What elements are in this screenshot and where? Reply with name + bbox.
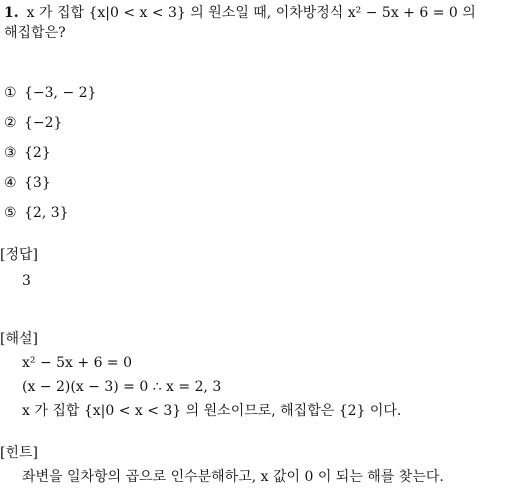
explanation-line-2: (x − 2)(x − 3) = 0 ∴ x = 2, 3 (22, 379, 222, 395)
choice-3-mark: ③ (4, 145, 17, 161)
answer-value: 3 (22, 273, 31, 289)
explanation-line-1: x² − 5x + 6 = 0 (22, 355, 133, 371)
question-line-2: 해집합은? (4, 25, 66, 41)
choice-4-mark: ④ (4, 175, 17, 191)
choice-3[interactable] (4, 144, 51, 162)
choice-1-text: {−3, − 2} (24, 85, 97, 101)
choice-1[interactable] (4, 84, 96, 102)
choice-2-mark: ② (4, 115, 17, 131)
choice-4[interactable] (4, 174, 51, 192)
choice-5-text: {2, 3} (24, 205, 69, 221)
explanation-label: [해설] (0, 331, 38, 347)
choice-3-text: {2} (24, 145, 51, 161)
choice-5[interactable] (4, 204, 69, 222)
choice-4-text: {3} (24, 175, 51, 191)
answer-label: [정답] (0, 247, 38, 263)
question-number: 1. (4, 5, 19, 21)
hint-label: [힌트] (0, 445, 38, 461)
question-text-line-1: x 가 집합 {x|0 < x < 3} 의 원소일 때, 이차방정식 x² − 5x + 6 = 0 의 (26, 5, 476, 21)
choice-1-mark: ① (4, 85, 17, 101)
question-line-1 (4, 4, 476, 22)
choice-5-mark: ⑤ (4, 205, 17, 221)
explanation-line-3: x 가 집합 {x|0 < x < 3} 의 원소이므로, 해집합은 {2} 이다. (22, 403, 402, 419)
choice-2-text: {−2} (24, 115, 63, 131)
hint-text: 좌변을 일차항의 곱으로 인수분해하고, x 값이 0 이 되는 해를 찾는다. (22, 469, 444, 485)
choice-2[interactable] (4, 114, 62, 132)
